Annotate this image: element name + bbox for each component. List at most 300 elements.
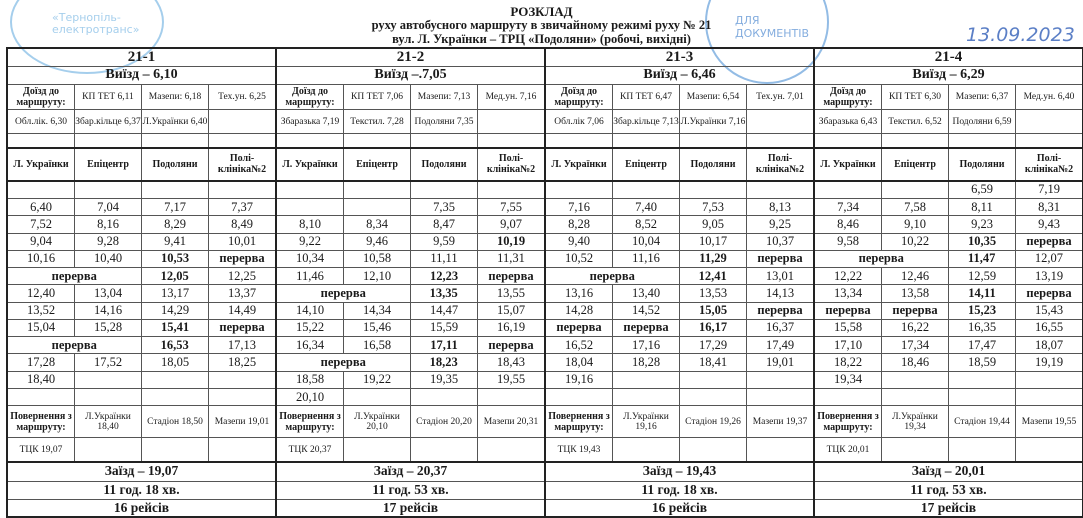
time-cell: 14,28 bbox=[546, 303, 613, 319]
empty-cell bbox=[1016, 438, 1082, 462]
time-cell: 6,59 bbox=[949, 182, 1016, 198]
approach-stop bbox=[478, 110, 544, 134]
time-cell: 7,34 bbox=[815, 199, 882, 215]
time-cell: 12,25 bbox=[227, 268, 256, 283]
column-header-row bbox=[546, 149, 813, 182]
break-cell: перерва bbox=[277, 285, 411, 301]
table-row bbox=[8, 389, 275, 406]
time-cell: перерва bbox=[219, 320, 265, 335]
time-cell bbox=[209, 182, 275, 198]
table-row bbox=[8, 372, 275, 389]
empty-cell bbox=[613, 438, 680, 462]
table-row bbox=[815, 199, 1082, 216]
trips-row bbox=[546, 500, 813, 516]
time-cell bbox=[546, 389, 613, 405]
time-cell bbox=[882, 389, 949, 405]
time-cell: 8,11 bbox=[949, 199, 1016, 215]
table-row bbox=[546, 337, 813, 354]
return-depot: ТЦК 19,07 bbox=[8, 438, 75, 462]
schedule-block-21-4 bbox=[815, 49, 1082, 516]
empty-cell bbox=[478, 438, 544, 462]
arrival-time: Заїзд – 20,01 bbox=[911, 463, 986, 479]
time-cell: 17,47 bbox=[949, 337, 1016, 353]
column-header: Л. Українки bbox=[277, 149, 344, 180]
table-row bbox=[8, 354, 275, 371]
table-row bbox=[277, 182, 544, 199]
time-cell bbox=[747, 182, 813, 198]
return-stop: Стадіон 18,50 bbox=[142, 406, 209, 437]
work-duration: 11 год. 18 хв. bbox=[641, 482, 718, 498]
departure-row bbox=[277, 67, 544, 85]
time-cell: 10,04 bbox=[613, 234, 680, 250]
table-row bbox=[815, 216, 1082, 233]
time-cell bbox=[747, 372, 813, 388]
approach-stop: Мед.ун. 6,40 bbox=[1023, 92, 1075, 103]
time-cell: 17,13 bbox=[227, 337, 256, 352]
work-duration: 11 год. 18 хв. bbox=[103, 482, 180, 498]
time-cell: 10,35 bbox=[949, 234, 1016, 250]
table-row bbox=[546, 268, 813, 285]
time-cell: 8,16 bbox=[75, 216, 142, 232]
break-cell: перерва bbox=[8, 337, 142, 353]
empty-cell bbox=[747, 438, 813, 462]
time-cell: 11,16 bbox=[613, 251, 680, 267]
time-cell: 13,34 bbox=[815, 285, 882, 301]
time-cell bbox=[613, 182, 680, 198]
empty-cell bbox=[478, 134, 544, 147]
break-cell: перерва bbox=[277, 354, 411, 370]
empty-cell bbox=[882, 438, 949, 462]
return-row-1 bbox=[8, 406, 275, 438]
table-row bbox=[277, 285, 544, 302]
time-cell bbox=[815, 389, 882, 405]
table-row bbox=[277, 303, 544, 320]
empty-cell bbox=[75, 134, 142, 147]
trips-row bbox=[815, 500, 1082, 516]
time-cell: 12,46 bbox=[882, 268, 949, 284]
time-cell bbox=[613, 389, 680, 405]
table-row bbox=[546, 354, 813, 371]
time-cell: 10,37 bbox=[765, 234, 795, 249]
time-cell: 18,58 bbox=[277, 372, 344, 388]
return-stop: Мазепи 19,01 bbox=[214, 416, 270, 427]
time-cell: 8,31 bbox=[1038, 199, 1060, 214]
approach-stop bbox=[209, 110, 275, 134]
time-cell bbox=[75, 372, 142, 388]
document-title: РОЗКЛАД bbox=[510, 4, 573, 19]
table-row bbox=[546, 303, 813, 320]
time-cell: 19,55 bbox=[496, 372, 526, 387]
empty-cell bbox=[8, 134, 75, 147]
column-header: Полі-клініка№2 bbox=[1024, 153, 1074, 176]
table-row bbox=[815, 234, 1082, 251]
empty-cell bbox=[411, 134, 478, 147]
return-stop: Мазепи 19,37 bbox=[752, 416, 808, 427]
table-row bbox=[815, 268, 1082, 285]
time-cell bbox=[277, 199, 344, 215]
empty-cell bbox=[949, 134, 1016, 147]
time-cell: 9,10 bbox=[882, 216, 949, 232]
time-cell: 7,04 bbox=[75, 199, 142, 215]
time-cell bbox=[142, 182, 209, 198]
approach-stop: Подоляни 7,35 bbox=[411, 110, 478, 134]
table-row bbox=[546, 320, 813, 337]
departure-time: Виїзд –.7,05 bbox=[374, 67, 447, 83]
table-row bbox=[8, 337, 275, 354]
table-row bbox=[546, 234, 813, 251]
time-cell: 16,52 bbox=[546, 337, 613, 353]
departure-row bbox=[546, 67, 813, 85]
time-cell: 7,17 bbox=[142, 199, 209, 215]
approach-stop: Тех.ун. 6,25 bbox=[218, 92, 266, 103]
time-cell bbox=[209, 389, 275, 405]
break-cell: перерва bbox=[546, 268, 680, 284]
approach-stop: Тех.ун. 7,01 bbox=[756, 92, 804, 103]
time-cell: 9,46 bbox=[344, 234, 411, 250]
table-row bbox=[815, 354, 1082, 371]
time-cell bbox=[1016, 372, 1082, 388]
time-cell: 16,22 bbox=[882, 320, 949, 336]
time-cell: перерва bbox=[1026, 234, 1072, 249]
return-depot: ТЦК 20,01 bbox=[815, 438, 882, 462]
duration-row bbox=[8, 482, 275, 499]
return-stop: Л.Українки 20,10 bbox=[344, 406, 411, 437]
table-row bbox=[546, 372, 813, 389]
time-cell: 18,25 bbox=[227, 355, 257, 369]
approach-row-1 bbox=[546, 85, 813, 110]
arrival-row bbox=[815, 463, 1082, 482]
arrival-row bbox=[277, 463, 544, 482]
table-row bbox=[815, 389, 1082, 406]
time-cell: 8,28 bbox=[546, 216, 613, 232]
time-cell: 14,10 bbox=[277, 303, 344, 319]
time-cell: 19,16 bbox=[546, 372, 613, 388]
time-cell bbox=[411, 182, 478, 198]
time-cell: 9,40 bbox=[546, 234, 613, 250]
empty-cell bbox=[344, 438, 411, 462]
departure-time: Виїзд – 6,46 bbox=[643, 67, 716, 83]
return-stop: Стадіон 19,44 bbox=[949, 406, 1016, 437]
return-stop: Л.Українки 19,16 bbox=[613, 406, 680, 437]
column-header-row bbox=[815, 149, 1082, 182]
time-cell: 11,47 bbox=[949, 251, 1016, 267]
time-cell: 8,47 bbox=[411, 216, 478, 232]
time-cell bbox=[75, 182, 142, 198]
approach-stop: Мед.ун. 7,16 bbox=[485, 92, 537, 103]
time-cell bbox=[209, 372, 275, 388]
approach-stop: Л.Українки 7,16 bbox=[680, 110, 747, 134]
empty-cell bbox=[75, 438, 142, 462]
time-cell bbox=[344, 199, 411, 215]
time-cell: 17,16 bbox=[613, 337, 680, 353]
approach-stop: Мазепи: 6,37 bbox=[949, 85, 1016, 109]
table-row bbox=[277, 199, 544, 216]
column-header: Епіцентр bbox=[75, 149, 142, 180]
empty-cell bbox=[882, 134, 949, 147]
handwritten-date: 13.09.2023 bbox=[966, 24, 1075, 46]
column-header-row bbox=[277, 149, 544, 182]
column-header: Л. Українки bbox=[8, 149, 75, 180]
table-row bbox=[277, 268, 544, 285]
time-cell: 12,59 bbox=[949, 268, 1016, 284]
time-cell: 9,59 bbox=[411, 234, 478, 250]
trip-count: 16 рейсів bbox=[113, 499, 170, 515]
time-cell: 14,13 bbox=[765, 285, 795, 300]
time-cell: 17,10 bbox=[815, 337, 882, 353]
empty-cell bbox=[815, 134, 882, 147]
approach-stop: Обл.лік. 6,30 bbox=[8, 110, 75, 134]
approach-stop: Збаразька 7,19 bbox=[277, 110, 344, 134]
time-cell bbox=[8, 389, 75, 405]
time-cell: 13,16 bbox=[546, 285, 613, 301]
time-cell bbox=[949, 389, 1016, 405]
duration-row bbox=[546, 482, 813, 499]
schedule-block-21-1 bbox=[8, 49, 277, 516]
table-row bbox=[8, 182, 275, 199]
time-cell: 15,43 bbox=[1034, 303, 1064, 318]
spacer-row bbox=[8, 134, 275, 149]
return-row-2 bbox=[277, 438, 544, 464]
time-cell: 19,01 bbox=[765, 355, 795, 369]
time-cell: перерва bbox=[882, 303, 949, 319]
approach-stop bbox=[1016, 110, 1082, 134]
approach-stop: Л.Українки 6,40 bbox=[142, 110, 209, 134]
table-row bbox=[815, 285, 1082, 302]
time-cell: 10,52 bbox=[546, 251, 613, 267]
approach-stop: Подоляни 6,59 bbox=[949, 110, 1016, 134]
time-cell: 12,41 bbox=[680, 268, 747, 284]
time-cell bbox=[344, 389, 411, 405]
table-row bbox=[277, 354, 544, 371]
column-header: Подоляни bbox=[949, 149, 1016, 180]
approach-stop: Збар.кільце 7,13 bbox=[613, 110, 680, 134]
trips-row bbox=[8, 500, 275, 516]
approach-row-1 bbox=[8, 85, 275, 110]
table-row bbox=[546, 182, 813, 199]
time-cell: перерва bbox=[546, 320, 613, 336]
return-row-1 bbox=[277, 406, 544, 438]
time-cell: 18,40 bbox=[8, 372, 75, 388]
route-number: 21-1 bbox=[127, 49, 156, 65]
time-cell: перерва bbox=[757, 303, 803, 318]
table-row bbox=[8, 251, 275, 268]
empty-cell bbox=[411, 438, 478, 462]
return-row-2 bbox=[815, 438, 1082, 464]
schedule-block-21-2 bbox=[277, 49, 546, 516]
return-stop: Стадіон 20,20 bbox=[411, 406, 478, 437]
table-row bbox=[277, 372, 544, 389]
return-stop: Мазепи 19,55 bbox=[1021, 416, 1077, 427]
empty-cell bbox=[613, 134, 680, 147]
route-row bbox=[277, 49, 544, 67]
time-cell: 19,35 bbox=[411, 372, 478, 388]
time-cell: 13,01 bbox=[765, 268, 794, 283]
time-cell: 13,40 bbox=[613, 285, 680, 301]
time-cell: 13,52 bbox=[8, 303, 75, 319]
time-cell: 13,37 bbox=[227, 285, 257, 300]
time-cell bbox=[882, 182, 949, 198]
time-cell: 8,46 bbox=[815, 216, 882, 232]
time-cell bbox=[411, 389, 478, 405]
time-cell: 13,17 bbox=[142, 285, 209, 301]
approach-stop: Збаразька 6,43 bbox=[815, 110, 882, 134]
approach-label: Доїзд до маршруту: bbox=[8, 85, 75, 109]
time-cell: 17,11 bbox=[411, 337, 478, 353]
time-cell bbox=[680, 182, 747, 198]
approach-stop: КП ТЕТ 7,06 bbox=[344, 85, 411, 109]
schedule-block-21-3 bbox=[546, 49, 815, 516]
time-cell: 8,13 bbox=[769, 199, 791, 214]
return-stop: Стадіон 19,26 bbox=[680, 406, 747, 437]
column-header: Подоляни bbox=[142, 149, 209, 180]
time-cell: 11,29 bbox=[680, 251, 747, 267]
time-cell bbox=[142, 389, 209, 405]
time-cell: 16,55 bbox=[1034, 320, 1064, 335]
column-header: Л. Українки bbox=[815, 149, 882, 180]
time-cell: 7,16 bbox=[546, 199, 613, 215]
time-cell: 20,10 bbox=[277, 389, 344, 405]
time-cell: 12,23 bbox=[411, 268, 478, 284]
time-cell: перерва bbox=[1026, 285, 1072, 300]
table-row bbox=[815, 337, 1082, 354]
time-cell: перерва bbox=[219, 251, 265, 266]
approach-row-1 bbox=[277, 85, 544, 110]
table-row bbox=[277, 320, 544, 337]
time-cell: перерва bbox=[488, 337, 534, 352]
table-row bbox=[546, 251, 813, 268]
arrival-time: Заїзд – 19,07 bbox=[104, 463, 179, 479]
time-cell: 16,17 bbox=[680, 320, 747, 336]
time-cell: 9,22 bbox=[277, 234, 344, 250]
approach-stop: КП ТЕТ 6,11 bbox=[75, 85, 142, 109]
break-cell: перерва bbox=[8, 268, 142, 284]
break-cell: перерва bbox=[815, 251, 949, 267]
column-header: Полі-клініка№2 bbox=[755, 153, 805, 176]
time-cell: 14,52 bbox=[613, 303, 680, 319]
departure-row bbox=[815, 67, 1082, 85]
column-header-row bbox=[8, 149, 275, 182]
duration-row bbox=[815, 482, 1082, 499]
time-cell: 16,37 bbox=[765, 320, 795, 335]
approach-row-2 bbox=[277, 110, 544, 135]
return-row-2 bbox=[546, 438, 813, 464]
time-cell: 18,07 bbox=[1034, 337, 1064, 352]
approach-label: Доїзд до маршруту: bbox=[815, 85, 882, 109]
time-cell: 10,58 bbox=[344, 251, 411, 267]
time-cell: 9,58 bbox=[815, 234, 882, 250]
column-header: Полі-клініка№2 bbox=[217, 153, 267, 176]
departure-row bbox=[8, 67, 275, 85]
table-row bbox=[277, 337, 544, 354]
time-cell: 14,47 bbox=[411, 303, 478, 319]
time-cell: 9,25 bbox=[769, 216, 791, 231]
time-cell: 11,31 bbox=[497, 251, 525, 266]
time-cell: 7,40 bbox=[613, 199, 680, 215]
return-row-1 bbox=[546, 406, 813, 438]
time-cell: 13,53 bbox=[680, 285, 747, 301]
time-cell: 18,46 bbox=[882, 354, 949, 370]
empty-cell bbox=[546, 134, 613, 147]
time-cell: 10,01 bbox=[227, 234, 257, 249]
trip-count: 17 рейсів bbox=[382, 499, 439, 515]
spacer-row bbox=[546, 134, 813, 149]
time-cell bbox=[1016, 389, 1082, 405]
column-header: Подоляни bbox=[680, 149, 747, 180]
document-route-name: вул. Л. Українки – ТРЦ «Подоляни» (робочі, вихідні) bbox=[392, 32, 691, 46]
table-row bbox=[546, 199, 813, 216]
departure-time: Виїзд – 6,10 bbox=[105, 67, 178, 83]
table-row bbox=[8, 303, 275, 320]
time-cell: 15,05 bbox=[680, 303, 747, 319]
return-row-1 bbox=[815, 406, 1082, 438]
time-cell: 15,04 bbox=[8, 320, 75, 336]
time-cell: 11,46 bbox=[277, 268, 344, 284]
time-cell: 8,34 bbox=[344, 216, 411, 232]
time-cell: 19,22 bbox=[344, 372, 411, 388]
approach-row-2 bbox=[815, 110, 1082, 135]
time-cell: 17,28 bbox=[8, 354, 75, 370]
time-cell: 18,43 bbox=[496, 355, 525, 369]
stamp-right-text: ДЛЯ ДОКУМЕНТІВ bbox=[735, 14, 809, 40]
time-cell: 9,23 bbox=[949, 216, 1016, 232]
time-cell: 10,19 bbox=[496, 234, 526, 249]
time-cell: 9,07 bbox=[500, 216, 522, 231]
time-cell bbox=[277, 182, 344, 198]
time-cell: 18,23 bbox=[411, 354, 478, 370]
empty-cell bbox=[142, 438, 209, 462]
time-cell: 18,22 bbox=[815, 354, 882, 370]
return-label: Повернення з маршруту: bbox=[277, 406, 344, 437]
time-cell: 9,41 bbox=[142, 234, 209, 250]
time-cell: 13,35 bbox=[411, 285, 478, 301]
stamp-left-text: «Тернопіль-електротранс» bbox=[52, 11, 140, 36]
time-cell: 9,05 bbox=[680, 216, 747, 232]
time-cell: 18,04 bbox=[546, 354, 613, 370]
table-row bbox=[277, 216, 544, 233]
time-cell: 7,53 bbox=[680, 199, 747, 215]
return-row-2 bbox=[8, 438, 275, 464]
time-cell: 17,52 bbox=[75, 354, 142, 370]
table-row bbox=[815, 251, 1082, 268]
time-cell bbox=[478, 182, 544, 198]
trips-row bbox=[277, 500, 544, 516]
empty-cell bbox=[680, 134, 747, 147]
table-row bbox=[277, 389, 544, 406]
return-label: Повернення з маршруту: bbox=[8, 406, 75, 437]
approach-stop: Текстил. 6,52 bbox=[882, 110, 949, 134]
column-header: Епіцентр bbox=[344, 149, 411, 180]
approach-stop: Мазепи: 7,13 bbox=[411, 85, 478, 109]
time-cell: 10,53 bbox=[142, 251, 209, 267]
time-cell bbox=[546, 182, 613, 198]
approach-stop: КП ТЕТ 6,47 bbox=[613, 85, 680, 109]
table-row bbox=[546, 285, 813, 302]
time-cell: 8,49 bbox=[231, 216, 253, 231]
table-row bbox=[8, 268, 275, 285]
time-cell: 8,29 bbox=[142, 216, 209, 232]
work-duration: 11 год. 53 хв. bbox=[372, 482, 449, 498]
route-number: 21-2 bbox=[396, 49, 425, 65]
column-header: Полі-клініка№2 bbox=[486, 153, 536, 176]
approach-stop: Обл.лік 7,06 bbox=[546, 110, 613, 134]
time-cell: 10,16 bbox=[8, 251, 75, 267]
column-header: Епіцентр bbox=[882, 149, 949, 180]
return-stop: Л.Українки 19,34 bbox=[882, 406, 949, 437]
time-cell: 7,58 bbox=[882, 199, 949, 215]
time-cell: 10,34 bbox=[277, 251, 344, 267]
time-cell: 13,19 bbox=[1034, 268, 1064, 283]
time-cell: 15,22 bbox=[277, 320, 344, 336]
